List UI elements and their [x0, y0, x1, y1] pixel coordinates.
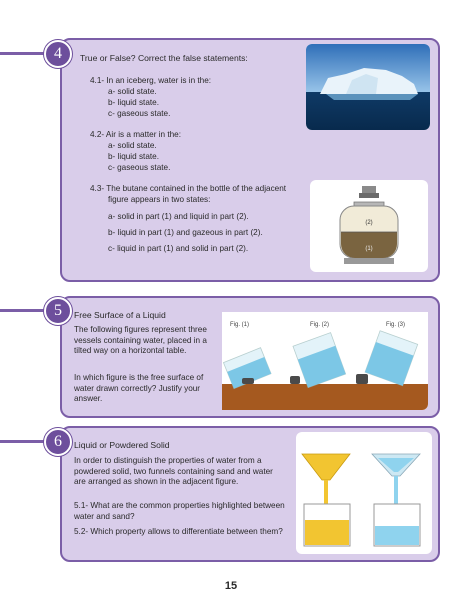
question-5-1: 5.1- What are the common properties highlighted between water and sand? — [74, 501, 285, 521]
exercise-number: 6 — [44, 428, 72, 456]
option-a: a- solid state. — [108, 141, 157, 150]
option-a: a- solid state. — [108, 87, 157, 96]
iceberg-photo — [306, 44, 430, 130]
exercise-paragraph: In order to distinguish the properties of water from a powdered solid, two funnels containing sand and water are arranged as shown in the adjacent figure. — [74, 456, 273, 486]
exercise-title: Free Surface of a Liquid — [74, 310, 166, 320]
question-stem: 4.1- In an iceberg, water is in the: — [90, 76, 212, 85]
exercise-number: 5 — [44, 297, 72, 325]
exercise-number: 4 — [44, 40, 72, 68]
funnels-figure — [296, 432, 432, 554]
fig-label-1: Fig. (1) — [230, 322, 250, 328]
vessels-figure — [222, 312, 428, 410]
question-stem: 4.3- The butane contained in the bottle of the adjacent — [90, 184, 287, 193]
fig-label-2: Fig. (2) — [310, 322, 330, 328]
option-c: c- gaseous state. — [108, 163, 171, 172]
question-5-2: 5.2- Which property allows to differentiate between them? — [74, 527, 283, 536]
question-stem-cont: figure appears in two states: — [108, 195, 211, 204]
exercise-title: Liquid or Powdered Solid — [74, 440, 170, 450]
question-stem: 4.2- Air is a matter in the: — [90, 130, 182, 139]
exercise-paragraph: The following figures represent three vessels containing water, placed in a tilted way on a horizontal table. — [74, 325, 207, 355]
option-b: b- liquid in part (1) and gazeous in part (2). — [108, 228, 263, 237]
exercise-paragraph: In which figure is the free surface of water drawn correctly? Justify your answer. — [74, 373, 204, 403]
page-number: 15 — [224, 580, 238, 592]
option-b: b- liquid state. — [108, 98, 159, 107]
bottle-label-2: (2) — [365, 220, 373, 226]
bottle-label-1: (1) — [365, 246, 373, 252]
exercise-title: True or False? Correct the false statements: — [80, 53, 248, 63]
option-c: c- gaseous state. — [108, 109, 171, 118]
option-b: b- liquid state. — [108, 152, 159, 161]
option-a: a- solid in part (1) and liquid in part (2). — [108, 212, 249, 221]
fig-label-3: Fig. (3) — [386, 322, 406, 328]
option-c: c- liquid in part (1) and solid in part (2). — [108, 244, 249, 253]
butane-bottle-figure — [310, 180, 428, 272]
